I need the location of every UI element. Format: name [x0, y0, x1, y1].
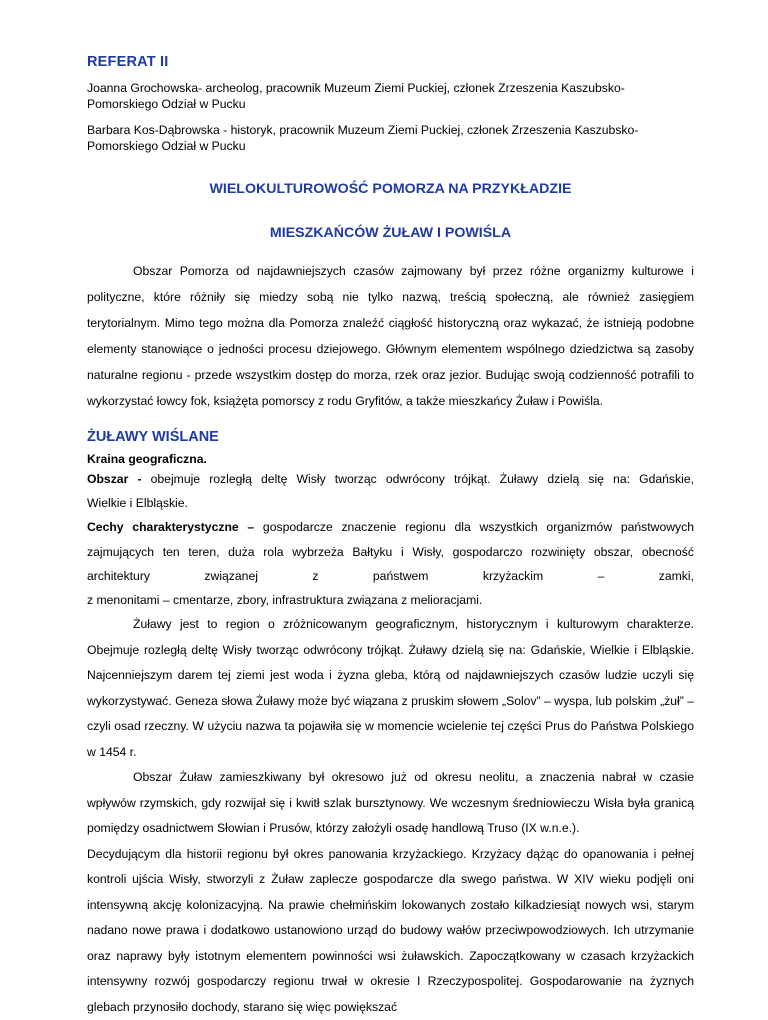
- body-text: [87, 612, 694, 1020]
- obszar-text: obejmuje rozległą deltę Wisły tworząc odwrócony trójkąt. Żuławy dzielą się na: Gdańskie,: [142, 472, 695, 486]
- obszar-line-2: Wielkie i Elbląskie.: [87, 491, 694, 515]
- section-heading-zulawy: ŻUŁAWY WIŚLANE: [87, 429, 219, 445]
- referat-heading: REFERAT II: [87, 54, 168, 70]
- obszar-line: [87, 467, 694, 491]
- subheading-kraina: Kraina geograficzna.: [87, 452, 207, 466]
- author-kos-dabrowska: Barbara Kos-Dąbrowska - historyk, pracownik Muzeum Ziemi Puckiej, członek Zrzeszenia Kaszubsko-Pomorskiego Odział w Pucku: [87, 122, 694, 154]
- cechy-text: gospodarcze znaczenie regionu dla wszystkich organizmów państwowych: [254, 520, 694, 534]
- document-title-line2: MIESZKAŃCÓW ŻUŁAW I POWIŚLA: [87, 225, 694, 241]
- author-grochowska: Joanna Grochowska- archeolog, pracownik Muzeum Ziemi Puckiej, członek Zrzeszenia Kaszubsko-Pomorskiego Odział w Pucku: [87, 80, 694, 112]
- body-paragraph-3: Decydującym dla historii regionu był okres panowania krzyżackiego. Krzyżacy dążąc do opanowania i pełnej kontroli ujścia Wisły, stworzyli z Żuław zaplecze gospodarcze dla swego państwa. W XIV wieku podjęli oni intensywną akcję kolonizacyjną. Na prawie chełmińskim lokowanych zostało kilkadziesiąt nowych wsi, starym nadano nowe prawa i dodatkowo ustanowiono urząd do budowy wałów przeciwpowodziowych. Ich utrzymanie oraz naprawy były istotnym elementem powinności wsi żuławskich. Zapoczątkowany w czasach krzyżackich intensywny rozwój gospodarczy regionu trwał w okresie I Rzeczypospolitej. Gospodarowanie na żyznych glebach przynosiło dochody, starano się więc powiększać: [87, 842, 694, 1020]
- cechy-line: [87, 515, 694, 539]
- body-paragraph-2: Obszar Żuław zamieszkiwany był okresowo już od okresu neolitu, a znaczenia nabrał w czasie wpływów rzymskich, gdy rozwijał się i kwitł szlak bursztynowy. We wczesnym średniowieczu Wisła była granicą pomiędzy osadnictwem Słowian i Prusów, którzy założyli osadę handlową Truso (IX w.n.e.).: [87, 765, 694, 842]
- intro-paragraph: Obszar Pomorza od najdawniejszych czasów zajmowany był przez różne organizmy kulturowe i polityczne, które różniły się miedzy sobą nie tylko nazwą, treścią społeczną, ale również zasięgiem terytorialnym. Mimo tego można dla Pomorza znaleźć ciągłość historyczną oraz wykazać, że istnieją podobne elementy stanowiące o jedności procesu dziejowego. Głównym elementem wspólnego dziedzictwa są zasoby naturalne regionu - przede wszystkim dostęp do morza, rzek oraz jezior. Budując swoją codzienność potrafili to wykorzystać łowcy fok, książęta pomorscy z rodu Gryfitów, a także mieszkańcy Żuław i Powiśla.: [87, 258, 694, 414]
- body-paragraph-1: Żuławy jest to region o zróżnicowanym geograficznym, historycznym i kulturowym charakterze. Obejmuje rozległą deltę Wisły tworząc odwrócony trójkąt. Żuławy dzielą się na: Gdańskie, Wielkie i Elbląskie. Najcenniejszym darem tej ziemi jest woda i żyzna gleba, którą od najdawniejszych czasów ludzie uczyli się wykorzystywać. Geneza słowa Żuławy może być wiązana z pruskim słowem „Solov” – wyspa, lub polskim „żuł” – czyli osad rzeczny. W użyciu nazwa ta pojawiła się w momencie wcielenie tej części Prus do Państwa Polskiego w 1454 r.: [87, 612, 694, 765]
- cechy-line-3: architektury związanej z państwem krzyżackim – zamki,: [87, 564, 694, 588]
- obszar-label: Obszar -: [87, 472, 142, 486]
- cechy-line-4: z menonitami – cmentarze, zbory, infrastruktura związana z melioracjami.: [87, 588, 694, 612]
- cechy-label: Cechy charakterystyczne –: [87, 520, 254, 534]
- document-title-line1: WIELOKULTUROWOŚĆ POMORZA NA PRZYKŁADZIE: [87, 181, 694, 197]
- cechy-line-2: zajmujących ten teren, duża rola wybrzeża Bałtyku i Wisły, gospodarczo rozwinięty obszar, obecność: [87, 540, 694, 564]
